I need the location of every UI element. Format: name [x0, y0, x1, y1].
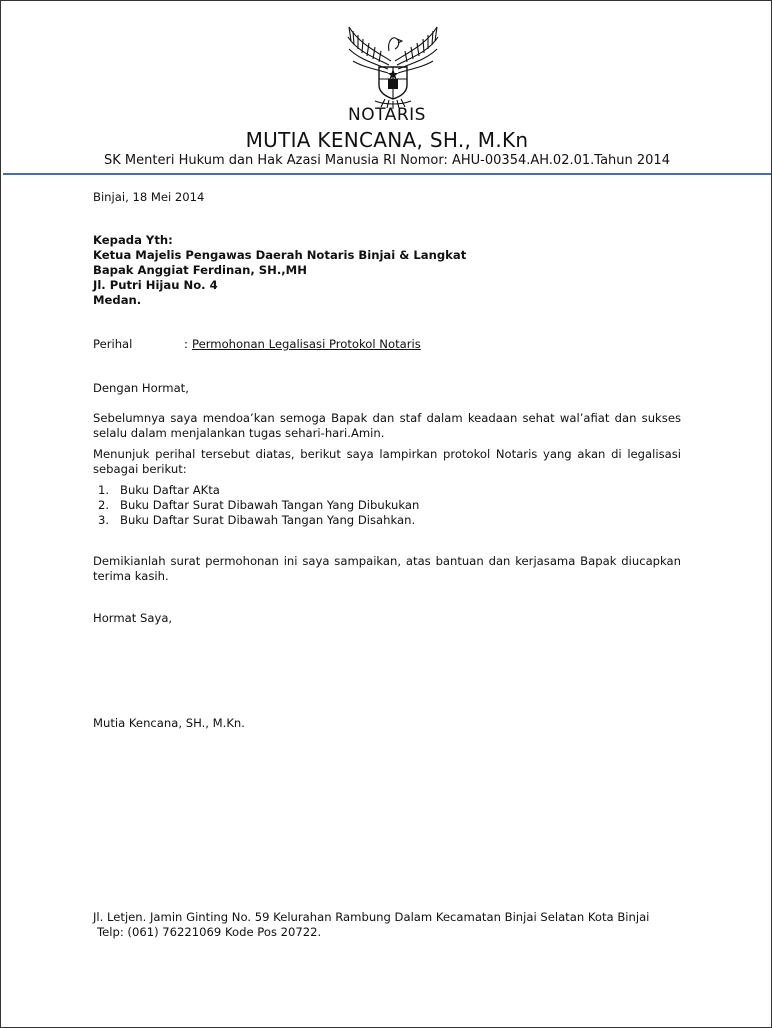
list-item: Buku Daftar AKta [120, 483, 220, 497]
list-item-number: 1. [98, 483, 110, 497]
closing-phrase: Hormat Saya, [93, 611, 173, 625]
header-title: NOTARIS [348, 105, 426, 125]
recipient-line: Medan. [93, 293, 142, 307]
garuda-emblem-icon [345, 21, 441, 109]
subject-text: Permohonan Legalisasi Protokol Notaris [192, 337, 421, 351]
subject-label: Perihal [93, 337, 133, 351]
subject-colon: : [184, 337, 188, 351]
place-date: Binjai, 18 Mei 2014 [93, 190, 205, 204]
list-item-number: 3. [98, 513, 110, 527]
list-item-number: 2. [98, 498, 110, 512]
recipient-line: Ketua Majelis Pengawas Daerah Notaris Binjai & Langkat [93, 248, 467, 262]
paragraph-opening: Sebelumnya saya mendoa’kan semoga Bapak dan staf dalam keadaan sehat wal’afiat dan sukses selalu dalam menjalankan tugas sehari-hari.Amin. [93, 411, 681, 440]
footer-address: Jl. Letjen. Jamin Ginting No. 59 Kelurahan Rambung Dalam Kecamatan Binjai Selatan Kota Binjai [93, 910, 650, 924]
list-item: Buku Daftar Surat Dibawah Tangan Yang Disahkan. [120, 513, 416, 527]
paragraph-closing: Demikianlah surat permohonan ini saya sampaikan, atas bantuan dan kerjasama Bapak diucapkan terima kasih. [93, 554, 681, 583]
header-divider [3, 173, 771, 175]
signatory-name: Mutia Kencana, SH., M.Kn. [93, 716, 245, 730]
recipient-line: Bapak Anggiat Ferdinan, SH.,MH [93, 263, 307, 277]
footer-phone: Telp: (061) 76221069 Kode Pos 20722. [97, 925, 322, 939]
decree-line: SK Menteri Hukum dan Hak Azasi Manusia RI Nomor: AHU-00354.AH.02.01.Tahun 2014 [104, 153, 670, 168]
recipient-line: Kepada Yth: [93, 233, 173, 247]
recipient-line: Jl. Putri Hijau No. 4 [93, 278, 218, 292]
notary-name: MUTIA KENCANA, SH., M.Kn [245, 128, 529, 152]
paragraph-reference: Menunjuk perihal tersebut diatas, berikut saya lampirkan protokol Notaris yang akan di legalisasi sebagai berikut: [93, 447, 681, 476]
salutation: Dengan Hormat, [93, 381, 189, 395]
list-item: Buku Daftar Surat Dibawah Tangan Yang Dibukukan [120, 498, 420, 512]
